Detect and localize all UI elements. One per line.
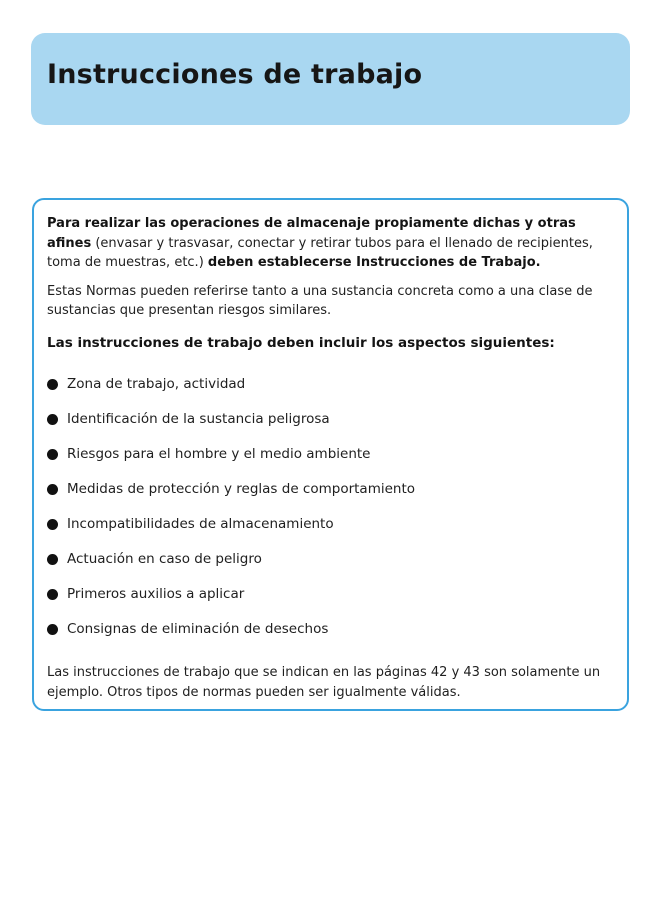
bullet-icon [47, 449, 58, 460]
list-heading: Las instrucciones de trabajo deben incluir los aspectos siguientes: [47, 334, 555, 351]
page-title: Instrucciones de trabajo [47, 59, 423, 90]
list-item-text: Primeros auxilios a aplicar [67, 586, 245, 602]
list-item-text: Riesgos para el hombre y el medio ambiente [67, 446, 371, 462]
instructions-box [32, 198, 629, 711]
list-item [47, 402, 615, 437]
list-item [47, 472, 615, 507]
intro-normal-text: (envasar y trasvasar, conectar y retirar tubos para el llenado de recipientes, toma de muestras, etc.) [47, 235, 593, 270]
list-item-text: Actuación en caso de peligro [67, 551, 262, 567]
header-band [31, 33, 630, 125]
list-item [47, 437, 615, 472]
list-item-text: Consignas de eliminación de desechos [67, 621, 329, 637]
bullet-icon [47, 589, 58, 600]
normas-paragraph: Estas Normas pueden referirse tanto a una sustancia concreta como a una clase de sustancias que presentan riesgos similares. [47, 283, 593, 318]
bullet-icon [47, 519, 58, 530]
aspects-list [47, 367, 615, 647]
intro-bold-lead: Para realizar las operaciones de almacenaje propiamente dichas y otras afines [47, 216, 576, 251]
list-item [47, 612, 615, 647]
list-item [47, 542, 615, 577]
list-item [47, 367, 615, 402]
list-item-text: Medidas de protección y reglas de comportamiento [67, 481, 416, 497]
bullet-icon [47, 554, 58, 565]
list-item [47, 507, 615, 542]
bullet-icon [47, 624, 58, 635]
list-item-text: Zona de trabajo, actividad [67, 376, 246, 392]
intro-bold-tail: deben establecerse Instrucciones de Trabajo. [207, 255, 541, 270]
bullet-icon [47, 414, 58, 425]
bullet-icon [47, 379, 58, 390]
list-item [47, 577, 615, 612]
intro-paragraph [47, 214, 615, 273]
list-item-text: Incompatibilidades de almacenamiento [67, 516, 334, 532]
list-item-text: Identificación de la sustancia peligrosa [67, 411, 330, 427]
bullet-icon [47, 484, 58, 495]
closing-paragraph: Las instrucciones de trabajo que se indican en las páginas 42 y 43 son solamente un ejemplo. Otros tipos de normas pueden ser igualmente válidas. [47, 664, 601, 700]
